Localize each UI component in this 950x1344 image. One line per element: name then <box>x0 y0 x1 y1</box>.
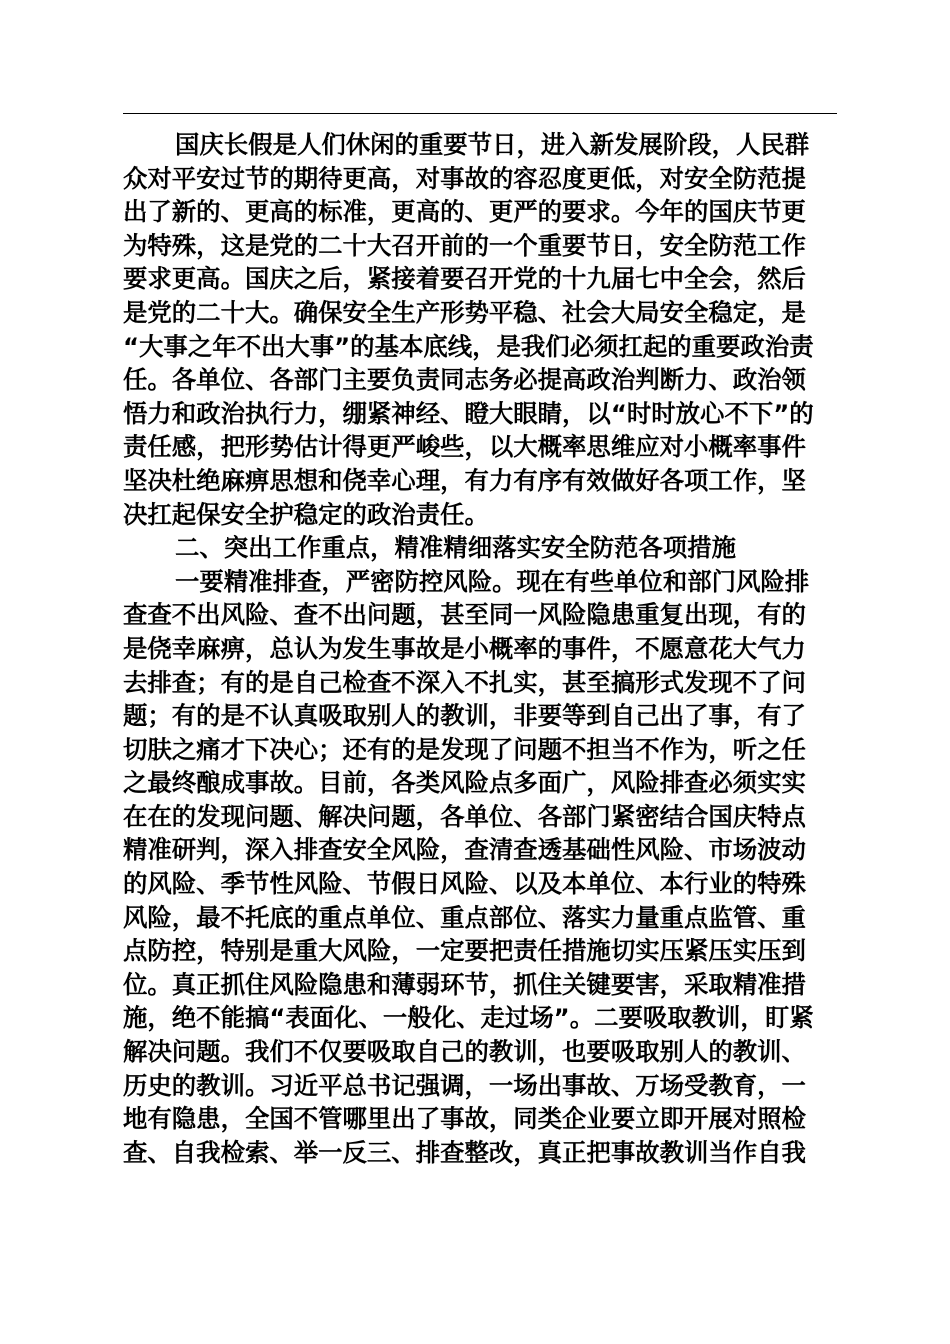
section-heading: 二、突出工作重点，精准精细落实安全防范各项措施 <box>175 533 736 563</box>
paragraph-line: 点防控，特别是重大风险，一定要把责任措施切实压紧压实压到 <box>123 936 806 966</box>
paragraph-line: 位。真正抓住风险隐患和薄弱环节，抓住关键要害，采取精准措 <box>123 969 806 999</box>
paragraph-line: 解决问题。我们不仅要吸取自己的教训，也要吸取别人的教训、 <box>123 1037 806 1067</box>
paragraph-line: 之最终酿成事故。目前，各类风险点多面广，风险排查必须实实 <box>123 768 806 798</box>
paragraph-line: 查查不出风险、查不出问题，甚至同一风险隐患重复出现，有的 <box>123 600 806 630</box>
paragraph-line: “大事之年不出大事”的基本底线，是我们必须扛起的重要政治责 <box>123 331 814 361</box>
paragraph-line: 一要精准排查，严密防控风险。现在有些单位和部门风险排 <box>175 566 810 596</box>
paragraph-line: 坚决杜绝麻痹思想和侥幸心理，有力有序有效做好各项工作，坚 <box>123 465 806 495</box>
header-rule <box>123 113 837 114</box>
paragraph-line: 决扛起保安全护稳定的政治责任。 <box>123 499 489 529</box>
paragraph-line: 是党的二十大。确保安全生产形势平稳、社会大局安全稳定，是 <box>123 297 806 327</box>
paragraph-line: 查、自我检索、举一反三、排查整改，真正把事故教训当作自我 <box>123 1137 806 1167</box>
paragraph-line: 要求更高。国庆之后，紧接着要召开党的十九届七中全会，然后 <box>123 264 806 294</box>
paragraph-line: 是侥幸麻痹，总认为发生事故是小概率的事件，不愿意花大气力 <box>123 633 806 663</box>
paragraph-line: 地有隐患，全国不管哪里出了事故，同类企业要立即开展对照检 <box>123 1104 806 1134</box>
paragraph-line: 题；有的是不认真吸取别人的教训，非要等到自己出了事，有了 <box>123 701 806 731</box>
paragraph-line: 任。各单位、各部门主要负责同志务必提高政治判断力、政治领 <box>123 365 806 395</box>
paragraph-line: 施，绝不能搞“表面化、一般化、走过场”。二要吸取教训，盯紧 <box>123 1003 814 1033</box>
paragraph-line: 国庆长假是人们休闲的重要节日，进入新发展阶段，人民群 <box>175 130 810 159</box>
paragraph-line: 为特殊，这是党的二十大召开前的一个重要节日，安全防范工作 <box>123 230 806 260</box>
paragraph-line: 责任感，把形势估计得更严峻些，以大概率思维应对小概率事件 <box>123 432 806 462</box>
paragraph-line: 出了新的、更高的标准，更高的、更严的要求。今年的国庆节更 <box>123 197 806 227</box>
paragraph-line: 风险，最不托底的重点单位、重点部位、落实力量重点监管、重 <box>123 902 806 932</box>
paragraph-line: 切肤之痛才下决心；还有的是发现了问题不担当不作为，听之任 <box>123 734 806 764</box>
paragraph-line: 去排查；有的是自己检查不深入不扎实，甚至搞形式发现不了问 <box>123 667 806 697</box>
paragraph-line: 历史的教训。习近平总书记强调，一场出事故、万场受教育，一 <box>123 1070 806 1100</box>
paragraph-line: 精准研判，深入排查安全风险，查清查透基础性风险、市场波动 <box>123 835 806 865</box>
paragraph-line: 众对平安过节的期待更高，对事故的容忍度更低，对安全防范提 <box>123 163 806 193</box>
paragraph-line: 的风险、季节性风险、节假日风险、以及本单位、本行业的特殊 <box>123 869 806 899</box>
document-body <box>123 128 843 1169</box>
paragraph-line: 在在的发现问题、解决问题，各单位、各部门紧密结合国庆特点 <box>123 801 806 831</box>
paragraph-line: 悟力和政治执行力，绷紧神经、瞪大眼睛，以“时时放心不下”的 <box>123 398 814 428</box>
